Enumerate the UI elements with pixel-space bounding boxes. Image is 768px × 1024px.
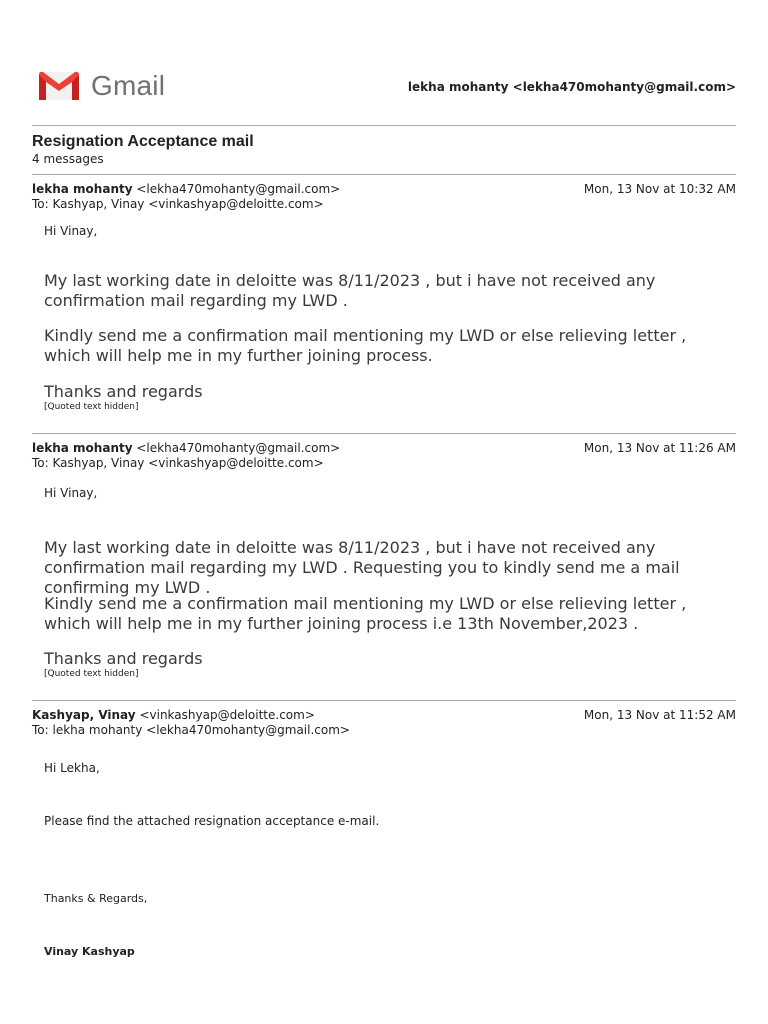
message-paragraph: My last working date in deloitte was 8/11/2023 , but i have not received any confirmation mail regarding my LWD . Requesting you to kindly send me a mail confirming my LWD . (44, 538, 680, 597)
gmail-header (32, 64, 736, 108)
thread-message-count: 4 messages (32, 152, 104, 166)
message-sender (32, 182, 340, 196)
message-date: Mon, 13 Nov at 10:32 AM (583, 182, 736, 196)
message-recipient: To: lekha mohanty <lekha470mohanty@gmail.com> (32, 723, 350, 737)
message-paragraph: Kindly send me a confirmation mail mentioning my LWD or else relieving letter , which will help me in my further joining process. (44, 326, 687, 365)
sender-name: Kashyap, Vinay (32, 708, 136, 722)
divider (32, 700, 736, 701)
sender-email: <lekha470mohanty@gmail.com> (136, 441, 341, 455)
message-signature: Vinay Kashyap (44, 945, 135, 958)
message-date: Mon, 13 Nov at 11:52 AM (583, 708, 736, 722)
message-greeting: Hi Lekha, (44, 761, 100, 775)
message-sender (32, 708, 315, 722)
message-recipient: To: Kashyap, Vinay <vinkashyap@deloitte.com> (32, 197, 324, 211)
message-paragraph: My last working date in deloitte was 8/11/2023 , but i have not received any confirmation mail regarding my LWD . (44, 271, 656, 310)
message-paragraph: Kindly send me a confirmation mail mentioning my LWD or else relieving letter , which will help me in my further joining process i.e 13th November,2023 . (44, 594, 687, 633)
thread-title: Resignation Acceptance mail (32, 133, 254, 150)
quoted-text-hidden-link[interactable]: [Quoted text hidden] (44, 669, 139, 679)
email-print-page (32, 0, 736, 1024)
message-closing: Thanks and regards (44, 649, 203, 668)
quoted-text-hidden-link[interactable]: [Quoted text hidden] (44, 402, 139, 412)
message-closing: Thanks & Regards, (44, 892, 148, 905)
message-greeting: Hi Vinay, (44, 224, 98, 238)
message-1 (32, 182, 736, 422)
sender-email: <vinkashyap@deloitte.com> (139, 708, 315, 722)
gmail-logo[interactable] (37, 70, 177, 102)
divider (32, 433, 736, 434)
sender-email: <lekha470mohanty@gmail.com> (136, 182, 341, 196)
divider (32, 174, 736, 175)
message-greeting: Hi Vinay, (44, 486, 98, 500)
gmail-envelope-icon (37, 70, 81, 102)
message-closing: Thanks and regards (44, 382, 203, 401)
message-paragraph: Please find the attached resignation acceptance e-mail. (44, 814, 380, 828)
message-3 (32, 708, 736, 978)
gmail-logo-text: Gmail (91, 70, 166, 101)
message-recipient: To: Kashyap, Vinay <vinkashyap@deloitte.com> (32, 456, 324, 470)
sender-name: lekha mohanty (32, 182, 133, 196)
account-label: lekha mohanty <lekha470mohanty@gmail.com> (407, 80, 736, 94)
divider (32, 125, 736, 126)
message-date: Mon, 13 Nov at 11:26 AM (583, 441, 736, 455)
message-sender (32, 441, 340, 455)
message-2 (32, 441, 736, 691)
sender-name: lekha mohanty (32, 441, 133, 455)
